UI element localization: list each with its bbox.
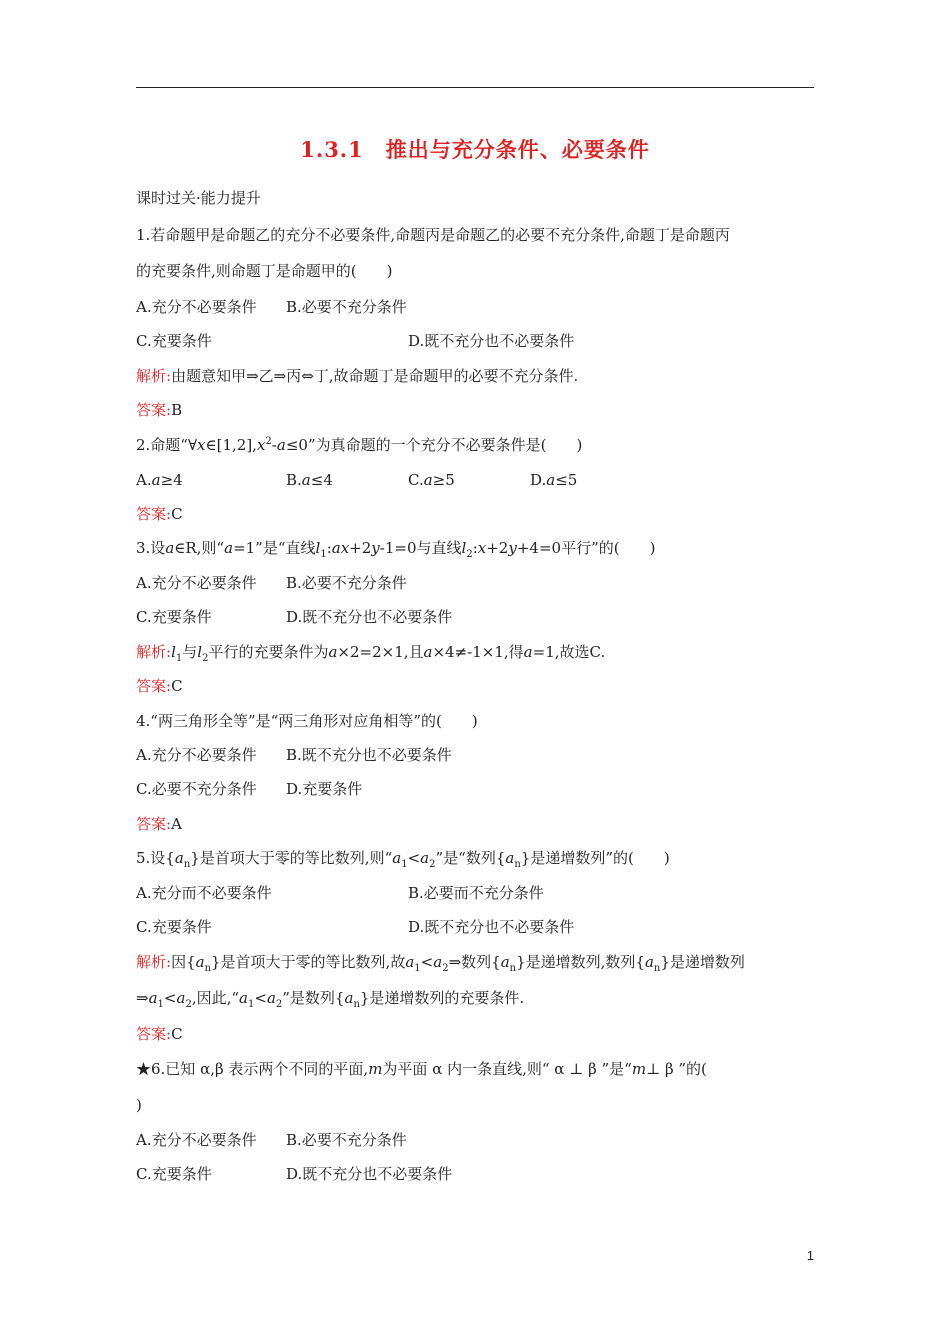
q5-an-text: ”是数列{ xyxy=(282,989,345,1007)
q2-b-var: a xyxy=(301,471,311,489)
q2-sup: 2 xyxy=(265,436,272,447)
q5-an-sub: 2 xyxy=(185,999,192,1010)
q5-an-var: a xyxy=(195,953,205,971)
q6-option-c: C.充要条件 xyxy=(136,1165,212,1183)
page-title: 1.3.1 推出与充分条件、必要条件 xyxy=(300,137,650,162)
q5-text: ”是“数列{ xyxy=(435,849,506,867)
q1-stem-line2: 的充要条件,则命题丁是命题甲的( ) xyxy=(136,262,393,280)
q3-var: a xyxy=(224,539,234,557)
q1-option-d: D.既不充分也不必要条件 xyxy=(408,332,575,350)
q4-option-a: A.充分不必要条件 xyxy=(136,746,257,764)
q5-an-text: }是首项大于零的等比数列,故 xyxy=(211,953,406,971)
q3-text: : xyxy=(326,539,332,557)
q5-option-a: A.充分而不必要条件 xyxy=(136,884,272,902)
q5-sub: n xyxy=(183,859,191,870)
q3-an-text: ×2=2×1,且 xyxy=(337,643,424,661)
q2-option-a xyxy=(136,470,183,490)
q2-a-label: A. xyxy=(136,471,152,489)
q3-text: +2 xyxy=(349,539,372,557)
q2-option-c xyxy=(408,470,455,490)
q1-option-c: C.充要条件 xyxy=(136,332,212,350)
q2-var: a xyxy=(276,436,286,454)
q5-sub: 2 xyxy=(429,859,436,870)
q6-text: ★6.已知 α,β 表示两个不同的平面, xyxy=(136,1060,369,1078)
q2-d-var: a xyxy=(546,471,556,489)
q3-text: +4=0平行”的( ) xyxy=(516,539,656,557)
q3-var: y xyxy=(371,539,380,557)
q3-an-text: ×4≠-1×1,得 xyxy=(432,643,524,661)
analysis-label: 解析: xyxy=(136,953,172,971)
q5-an-var: a xyxy=(266,989,276,1007)
q3-var: ax xyxy=(331,539,350,557)
q6-option-a: A.充分不必要条件 xyxy=(136,1131,257,1149)
q5-analysis-line1 xyxy=(136,952,745,972)
q3-var: a xyxy=(165,539,175,557)
q2-c-label: C. xyxy=(408,471,424,489)
q2-b-rel: ≤4 xyxy=(310,471,333,489)
q3-text: +2 xyxy=(486,539,509,557)
q3-an-var: a xyxy=(423,643,433,661)
q4-answer-value: A xyxy=(171,815,182,833)
q3-stem xyxy=(136,538,655,558)
answer-label: 答案: xyxy=(136,1025,172,1043)
q5-sub: 1 xyxy=(401,859,408,870)
q6-stem-line2: ) xyxy=(136,1096,142,1114)
q5-an-sub: 1 xyxy=(247,999,255,1010)
q5-an-var: a xyxy=(176,989,186,1007)
q6-var: m xyxy=(631,1060,647,1078)
q5-an-sub: n xyxy=(204,963,212,974)
header-rule xyxy=(136,87,814,88)
q5-var: a xyxy=(392,849,402,867)
q5-an-sub: 2 xyxy=(442,963,449,974)
q5-an-text: < xyxy=(163,989,177,1007)
q2-a-rel: ≥4 xyxy=(160,471,183,489)
q3-an-text: 平行的充要条件为 xyxy=(208,643,329,661)
q3-an-var: a xyxy=(523,643,533,661)
q5-an-text: < xyxy=(254,989,267,1007)
q3-text: =1”是“直线 xyxy=(233,539,316,557)
q5-an-sub: 2 xyxy=(275,999,283,1010)
q5-var: a xyxy=(174,849,184,867)
q5-option-d: D.既不充分也不必要条件 xyxy=(408,918,575,936)
q5-text: 5.设{ xyxy=(136,849,175,867)
q5-an-sub: n xyxy=(509,963,517,974)
q6-option-d: D.既不充分也不必要条件 xyxy=(286,1165,453,1183)
q3-option-d: D.既不充分也不必要条件 xyxy=(286,608,453,626)
q4-stem: 4.“两三角形全等”是“两三角形对应角相等”的( ) xyxy=(136,712,478,730)
q5-answer-value: C xyxy=(171,1025,183,1043)
q5-option-c: C.充要条件 xyxy=(136,918,212,936)
page-number: 1 xyxy=(806,1248,814,1263)
analysis-label: 解析: xyxy=(136,367,172,385)
answer-label: 答案: xyxy=(136,815,172,833)
q5-text: }是递增数列”的( ) xyxy=(520,849,670,867)
q2-answer-value: C xyxy=(171,505,183,523)
q5-stem xyxy=(136,848,670,868)
q5-an-var: a xyxy=(405,953,415,971)
q3-answer-value: C xyxy=(171,677,183,695)
q2-text: - xyxy=(271,436,277,454)
q2-answer xyxy=(136,504,183,524)
q2-text: ≤0”为真命题的一个充分不必要条件是( ) xyxy=(285,436,583,454)
q1-option-a: A.充分不必要条件 xyxy=(136,298,257,316)
q5-text: }是首项大于零的等比数列,则“ xyxy=(190,849,393,867)
q1-answer xyxy=(136,400,182,420)
q2-a-var: a xyxy=(151,471,161,489)
q3-text: ∈R,则“ xyxy=(174,539,225,557)
q3-an-var: l xyxy=(171,643,176,661)
answer-label: 答案: xyxy=(136,505,172,523)
q3-text: 3.设 xyxy=(136,539,166,557)
q5-option-b: B.必要而不充分条件 xyxy=(408,884,544,902)
q2-b-label: B. xyxy=(286,471,302,489)
q2-var: x xyxy=(197,436,206,454)
q5-var: a xyxy=(420,849,430,867)
q1-analysis-text: 由题意知甲⇒乙⇒丙⇔丁,故命题丁是命题甲的必要不充分条件. xyxy=(171,367,579,385)
q2-c-var: a xyxy=(423,471,433,489)
q3-an-sub: 2 xyxy=(202,653,209,664)
q1-stem-line1: 1.若命题甲是命题乙的充分不必要条件,命题丙是命题乙的必要不充分条件,命题丁是命题丙 xyxy=(136,226,730,244)
q3-var: l xyxy=(315,539,321,557)
q3-option-a: A.充分不必要条件 xyxy=(136,574,257,592)
q4-option-b: B.既不充分也不必要条件 xyxy=(286,746,452,764)
q5-an-sub: n xyxy=(653,963,661,974)
q5-sub: n xyxy=(514,859,521,870)
q3-var: l xyxy=(461,539,467,557)
q5-an-text: 因{ xyxy=(171,953,196,971)
q5-an-text: }是递增数列的充要条件. xyxy=(359,989,525,1007)
q3-var: y xyxy=(508,539,517,557)
q5-an-var: a xyxy=(344,989,354,1007)
q5-an-text: ,因此,“ xyxy=(191,989,240,1007)
q5-an-sub: n xyxy=(353,999,360,1010)
analysis-label: 解析: xyxy=(136,643,172,661)
q2-d-label: D. xyxy=(530,471,547,489)
q3-an-var: a xyxy=(328,643,338,661)
q3-sub: 1 xyxy=(320,549,327,560)
q2-text: 2.命题“∀ xyxy=(136,436,198,454)
answer-label: 答案: xyxy=(136,401,172,419)
q5-analysis-line2 xyxy=(136,988,524,1008)
q2-option-d xyxy=(530,470,577,490)
q3-text: : xyxy=(472,539,478,557)
q5-text: < xyxy=(407,849,421,867)
q3-option-c: C.充要条件 xyxy=(136,608,212,626)
q5-an-var: a xyxy=(500,953,510,971)
q3-option-b: B.必要不充分条件 xyxy=(286,574,407,592)
q2-c-rel: ≥5 xyxy=(432,471,455,489)
q4-answer xyxy=(136,814,182,834)
q1-answer-value: B xyxy=(171,401,183,419)
q3-an-text: 与 xyxy=(182,643,198,661)
q3-text: -1=0与直线 xyxy=(379,539,462,557)
q4-option-c: C.必要不充分条件 xyxy=(136,780,257,798)
q3-var: x xyxy=(477,539,487,557)
q5-an-sub: 1 xyxy=(414,963,421,974)
q1-analysis xyxy=(136,366,578,386)
q6-text: ⊥ β ”的( xyxy=(646,1060,707,1078)
q5-an-sub: 1 xyxy=(157,999,164,1010)
q5-an-var: a xyxy=(239,989,248,1007)
q5-answer xyxy=(136,1024,183,1044)
q2-text: ∈[1,2], xyxy=(205,436,257,454)
q3-an-text: =1,故选C. xyxy=(532,643,606,661)
q2-option-b xyxy=(286,470,333,490)
q5-an-var: a xyxy=(644,953,654,971)
q2-var: x xyxy=(256,436,266,454)
q5-an-text: ⇒ xyxy=(136,989,149,1007)
q1-option-b: B.必要不充分条件 xyxy=(286,298,407,316)
q5-an-text: ⇒数列{ xyxy=(448,953,501,971)
answer-label: 答案: xyxy=(136,677,172,695)
q5-an-var: a xyxy=(148,989,158,1007)
q3-sub: 2 xyxy=(466,549,473,560)
q3-an-var: l xyxy=(197,643,203,661)
q4-option-d: D.充要条件 xyxy=(286,780,363,798)
q3-an-sub: 1 xyxy=(175,653,183,664)
q2-d-rel: ≤5 xyxy=(555,471,578,489)
q5-var: a xyxy=(505,849,515,867)
q6-text: 为平面 α 内一条直线,则“ α ⊥ β ”是“ xyxy=(382,1060,632,1078)
q5-an-text: }是递增数列,数列{ xyxy=(516,953,645,971)
q6-stem-line1 xyxy=(136,1059,707,1079)
q6-var: m xyxy=(368,1060,383,1078)
q3-answer xyxy=(136,676,183,696)
q6-option-b: B.必要不充分条件 xyxy=(286,1131,407,1149)
q5-an-text: }是递增数列 xyxy=(660,953,745,971)
section-heading: 课时过关·能力提升 xyxy=(136,189,261,207)
q2-stem xyxy=(136,435,582,455)
q5-an-var: a xyxy=(433,953,443,971)
q3-analysis xyxy=(136,642,605,662)
q5-an-text: < xyxy=(420,953,434,971)
